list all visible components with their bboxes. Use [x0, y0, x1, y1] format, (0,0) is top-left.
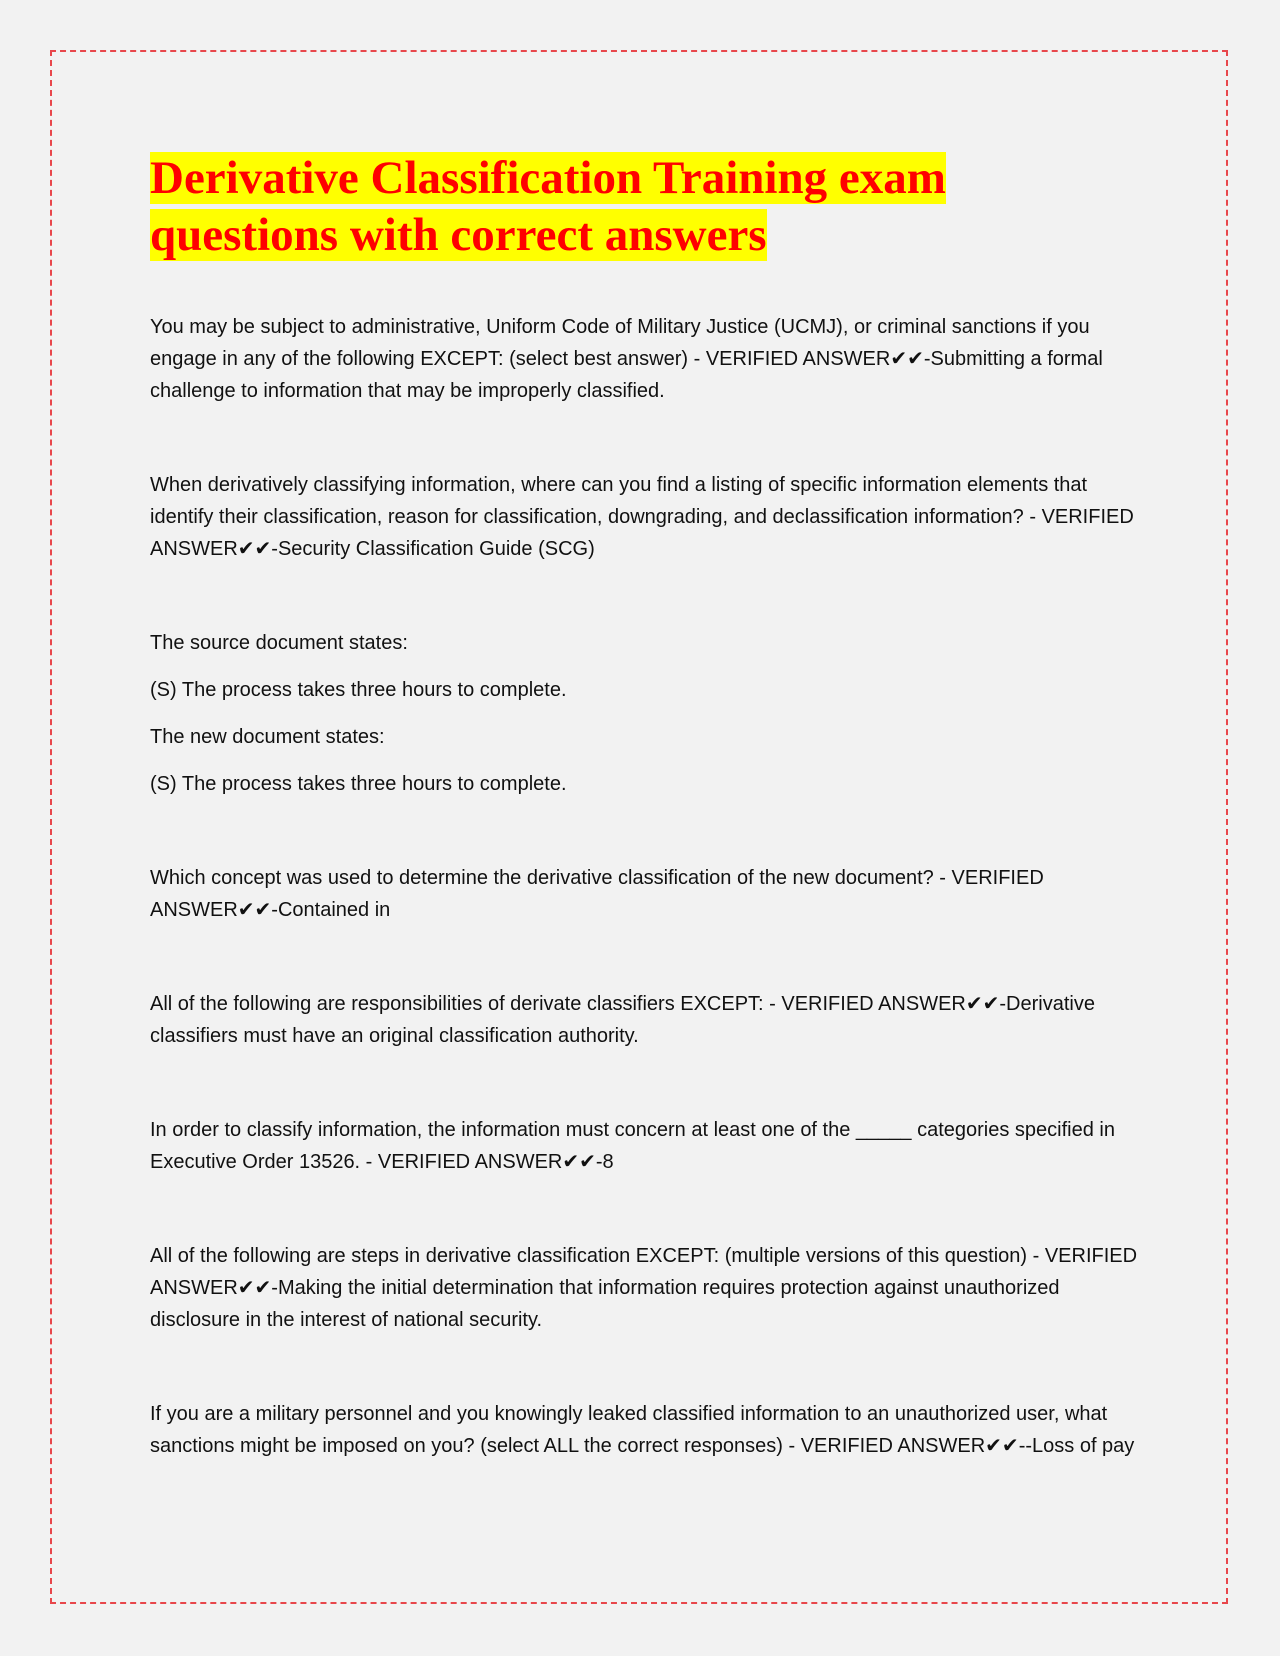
new-document-text: (S) The process takes three hours to complete. — [150, 773, 567, 795]
qa-entry-7: If you are a military personnel and you knowingly leaked classified information to an unauthorized user, what sanctions might be imposed on you? (select ALL the correct responses) - VERIFIED ANSWER✔✔--Loss of pay — [150, 1403, 1135, 1457]
qa-entry-6: All of the following are steps in derivative classification EXCEPT: (multiple versions of this question) - VERIFIED ANSWER✔✔-Making the initial determination that information requires protection against unauthorized disclosure in the interest of national security. — [150, 1245, 1138, 1331]
qa-entry-5: In order to classify information, the information must concern at least one of the _____ categories specified in Executive Order 13526. - VERIFIED ANSWER✔✔-8 — [150, 1119, 1115, 1173]
new-document-label: The new document states: — [150, 726, 385, 748]
qa-entry-4: All of the following are responsibilities of derivate classifiers EXCEPT: - VERIFIED ANSWER✔✔-Derivative classifiers must have an original classification authority. — [150, 993, 1095, 1047]
title-highlight: Derivative Classification Training exam questions with correct answers — [150, 152, 946, 261]
document-content — [150, 150, 1140, 1462]
source-document-text: (S) The process takes three hours to complete. — [150, 679, 567, 701]
document-title — [150, 150, 1140, 264]
qa-entry-1: You may be subject to administrative, Uniform Code of Military Justice (UCMJ), or criminal sanctions if you engage in any of the following EXCEPT: (select best answer) - VERIFIED ANSWER✔✔-Submitting a formal challenge to information that may be improperly classified. — [150, 316, 1103, 402]
qa-entry-2: When derivatively classifying information, where can you find a listing of specific information elements that identify their classification, reason for classification, downgrading, and declassification information? - VERIFIED ANSWER✔✔-Security Classification Guide (SCG) — [150, 474, 1134, 560]
source-document-label: The source document states: — [150, 632, 408, 654]
qa-entry-3: Which concept was used to determine the derivative classification of the new document? - VERIFIED ANSWER✔✔-Contained in — [150, 867, 1044, 921]
